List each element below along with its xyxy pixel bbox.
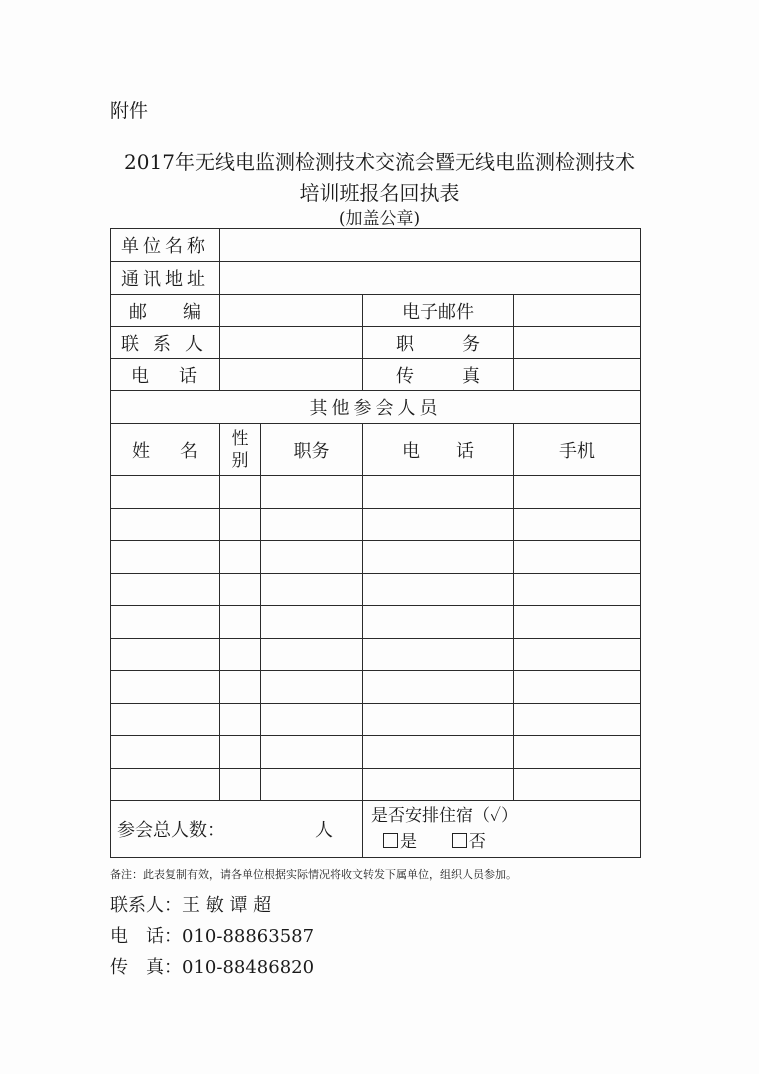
total-attendees-label: 参会总人数：	[117, 820, 225, 841]
attendee-row	[111, 768, 641, 801]
phone-label-a: 电	[131, 365, 149, 387]
attendee-name-cell[interactable]	[111, 606, 220, 639]
attendee-row	[111, 606, 641, 639]
attendee-phone-cell[interactable]	[363, 573, 514, 606]
other-attendees-header: 其他参会人员	[111, 391, 641, 424]
postcode-label-a: 邮	[129, 301, 147, 323]
attendee-gender-cell[interactable]	[220, 573, 261, 606]
fax-label	[363, 359, 514, 391]
phone-field[interactable]	[220, 359, 363, 391]
column-gender-a: 性	[231, 428, 249, 449]
attendee-position-cell[interactable]	[261, 736, 363, 769]
contact-phone-value: 010-88863587	[182, 926, 315, 947]
attendee-mobile-cell[interactable]	[514, 508, 641, 541]
email-label: 电子邮件	[363, 295, 514, 327]
attendee-phone-cell[interactable]	[363, 638, 514, 671]
position-field[interactable]	[514, 327, 641, 359]
contact-fax	[110, 953, 314, 979]
remark-note: 备注：此表复制有效，请各单位根据实际情况将收文转发下属单位，组织人员参加。	[110, 868, 517, 881]
attendee-position-cell[interactable]	[261, 671, 363, 704]
attendee-name-cell[interactable]	[111, 541, 220, 574]
attendee-gender-cell[interactable]	[220, 703, 261, 736]
attendee-name-cell[interactable]	[111, 703, 220, 736]
attendee-phone-cell[interactable]	[363, 508, 514, 541]
form-title-seal-note: (加盖公章)	[338, 209, 421, 229]
phone-label-b: 话	[179, 365, 197, 387]
contact-fax-label: 传 真：	[110, 957, 182, 978]
attendee-phone-cell[interactable]	[363, 606, 514, 639]
attendee-phone-cell[interactable]	[363, 736, 514, 769]
attendee-mobile-cell[interactable]	[514, 541, 641, 574]
contact-person-field[interactable]	[220, 327, 363, 359]
accommodation-cell	[363, 801, 641, 858]
contact-phone	[110, 922, 314, 948]
no-label: 否	[468, 832, 486, 852]
yes-checkbox[interactable]	[383, 833, 398, 848]
attendee-name-cell[interactable]	[111, 736, 220, 769]
attendee-mobile-cell[interactable]	[514, 638, 641, 671]
column-gender-b: 别	[231, 450, 249, 471]
fax-label-a: 传	[396, 365, 414, 387]
attendee-name-cell[interactable]	[111, 638, 220, 671]
attendee-name-cell[interactable]	[111, 768, 220, 801]
attendee-gender-cell[interactable]	[220, 541, 261, 574]
attendee-phone-cell[interactable]	[363, 671, 514, 704]
attendee-position-cell[interactable]	[261, 573, 363, 606]
column-name-b: 名	[180, 440, 198, 462]
position-label-b: 务	[462, 333, 480, 355]
total-attendees-unit: 人	[315, 820, 333, 841]
postcode-label	[111, 295, 220, 327]
attendee-row	[111, 541, 641, 574]
attendee-phone-cell[interactable]	[363, 476, 514, 509]
address-label: 通讯地址	[111, 262, 220, 295]
attendee-phone-cell[interactable]	[363, 768, 514, 801]
column-gender-header	[220, 424, 261, 476]
column-name-a: 姓	[132, 440, 150, 462]
contact-fax-value: 010-88486820	[182, 957, 315, 978]
accommodation-question: 是否安排住宿（✓）	[371, 806, 518, 826]
attendee-mobile-cell[interactable]	[514, 573, 641, 606]
attendee-row	[111, 476, 641, 509]
unit-name-label: 单位名称	[111, 229, 220, 262]
column-phone-a: 电	[402, 440, 420, 462]
form-title-line1: 2017年无线电监测检测技术交流会暨无线电监测检测技术	[124, 150, 635, 174]
attendee-gender-cell[interactable]	[220, 476, 261, 509]
postcode-field[interactable]	[220, 295, 363, 327]
attendee-row	[111, 671, 641, 704]
attendee-row	[111, 638, 641, 671]
attendee-mobile-cell[interactable]	[514, 736, 641, 769]
total-attendees-cell[interactable]	[111, 801, 363, 858]
attendee-gender-cell[interactable]	[220, 638, 261, 671]
attendee-row	[111, 703, 641, 736]
attendee-position-cell[interactable]	[261, 508, 363, 541]
attendee-row	[111, 736, 641, 769]
attendee-gender-cell[interactable]	[220, 671, 261, 704]
attachment-label: 附件	[110, 100, 149, 122]
attendee-name-cell[interactable]	[111, 671, 220, 704]
attendee-name-cell[interactable]	[111, 476, 220, 509]
attendee-phone-cell[interactable]	[363, 703, 514, 736]
contact-phone-label: 电 话：	[110, 926, 182, 947]
attendee-mobile-cell[interactable]	[514, 476, 641, 509]
attendee-position-cell[interactable]	[261, 606, 363, 639]
attendee-name-cell[interactable]	[111, 573, 220, 606]
phone-label	[111, 359, 220, 391]
column-phone-header	[363, 424, 514, 476]
address-field[interactable]	[220, 262, 641, 295]
form-title-line2: 培训班报名回执表	[299, 181, 460, 205]
attendee-gender-cell[interactable]	[220, 606, 261, 639]
column-phone-b: 话	[456, 440, 474, 462]
fax-field[interactable]	[514, 359, 641, 391]
postcode-label-b: 编	[183, 301, 201, 323]
column-position-header: 职务	[261, 424, 363, 476]
attendee-mobile-cell[interactable]	[514, 703, 641, 736]
attendee-phone-cell[interactable]	[363, 541, 514, 574]
attendee-position-cell[interactable]	[261, 768, 363, 801]
email-field[interactable]	[514, 295, 641, 327]
column-name-header	[111, 424, 220, 476]
no-checkbox[interactable]	[452, 833, 467, 848]
registration-form-table	[110, 228, 641, 858]
position-label-a: 职	[396, 333, 414, 355]
attendee-mobile-cell[interactable]	[514, 671, 641, 704]
yes-label: 是	[400, 832, 417, 852]
attendee-row	[111, 508, 641, 541]
column-mobile-header: 手机	[514, 424, 641, 476]
contact-person-label: 联系人	[111, 327, 220, 359]
attendee-mobile-cell[interactable]	[514, 768, 641, 801]
attendee-gender-cell[interactable]	[220, 508, 261, 541]
unit-name-field[interactable]	[220, 229, 641, 262]
attendee-row	[111, 573, 641, 606]
attendee-position-cell[interactable]	[261, 541, 363, 574]
contact-persons: 联系人：王 敏 谭 超	[110, 895, 272, 916]
attendee-gender-cell[interactable]	[220, 768, 261, 801]
attendee-position-cell[interactable]	[261, 703, 363, 736]
position-label	[363, 327, 514, 359]
attendee-position-cell[interactable]	[261, 476, 363, 509]
attendee-position-cell[interactable]	[261, 638, 363, 671]
attendee-name-cell[interactable]	[111, 508, 220, 541]
fax-label-b: 真	[462, 365, 480, 387]
attendee-mobile-cell[interactable]	[514, 606, 641, 639]
attendee-gender-cell[interactable]	[220, 736, 261, 769]
